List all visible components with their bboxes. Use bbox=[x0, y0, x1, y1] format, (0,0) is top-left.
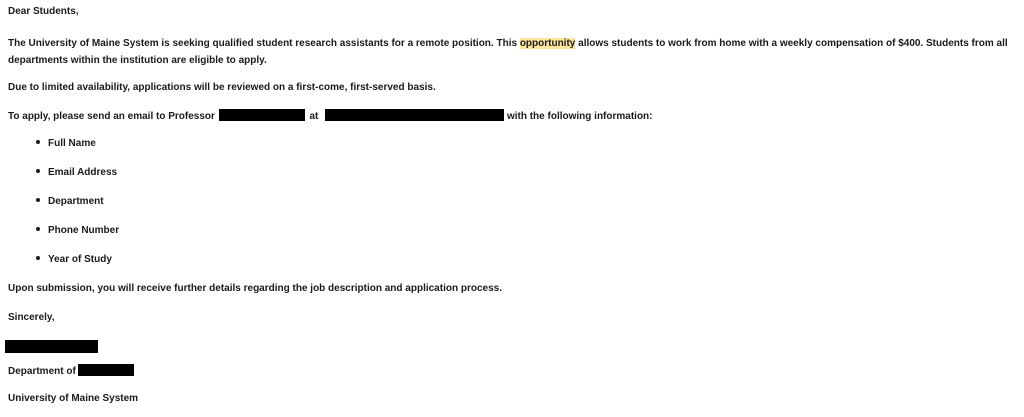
list-item-label: Email Address bbox=[48, 167, 118, 178]
intro-paragraph bbox=[8, 35, 1018, 69]
list-item-label: Full Name bbox=[48, 138, 96, 149]
submission-paragraph: Upon submission, you will receive further details regarding the job description and application process. bbox=[8, 283, 502, 294]
apply-text-3: with the following information: bbox=[506, 111, 653, 122]
redacted-signature-name bbox=[5, 340, 98, 353]
list-item bbox=[36, 195, 104, 208]
department-prefix: Department of bbox=[8, 366, 76, 377]
intro-text-end: allows students to work from home with a weekly compensation of $400. Students from all departments within the institution are eligible to apply. bbox=[8, 38, 1008, 66]
availability-paragraph: Due to limited availability, applications will be reviewed on a first-come, first-served basis. bbox=[8, 82, 436, 93]
list-item-label: Department bbox=[48, 196, 104, 207]
list-item bbox=[36, 224, 119, 237]
bullet-icon bbox=[36, 256, 40, 260]
bullet-icon bbox=[36, 227, 40, 231]
intro-text-start: The University of Maine System is seeking qualified student research assistants for a remote position. This bbox=[8, 38, 520, 49]
bullet-icon bbox=[36, 198, 40, 202]
highlighted-word: opportunity bbox=[519, 38, 576, 49]
greeting: Dear Students, bbox=[8, 6, 79, 17]
list-item bbox=[36, 166, 117, 179]
signature-department bbox=[8, 364, 134, 378]
list-item bbox=[36, 253, 112, 266]
redacted-department-name bbox=[78, 364, 134, 376]
closing: Sincerely, bbox=[8, 312, 55, 323]
bullet-icon bbox=[36, 140, 40, 144]
apply-text-1: To apply, please send an email to Professor bbox=[8, 111, 215, 122]
apply-text-2: at bbox=[309, 111, 319, 122]
signature-organization: University of Maine System bbox=[8, 393, 139, 404]
list-item-label: Phone Number bbox=[48, 225, 120, 236]
redacted-professor-name bbox=[219, 109, 305, 121]
apply-paragraph bbox=[8, 109, 653, 123]
bullet-icon bbox=[36, 169, 40, 173]
list-item bbox=[36, 137, 96, 150]
list-item-label: Year of Study bbox=[48, 254, 112, 265]
redacted-email-address bbox=[325, 109, 504, 121]
